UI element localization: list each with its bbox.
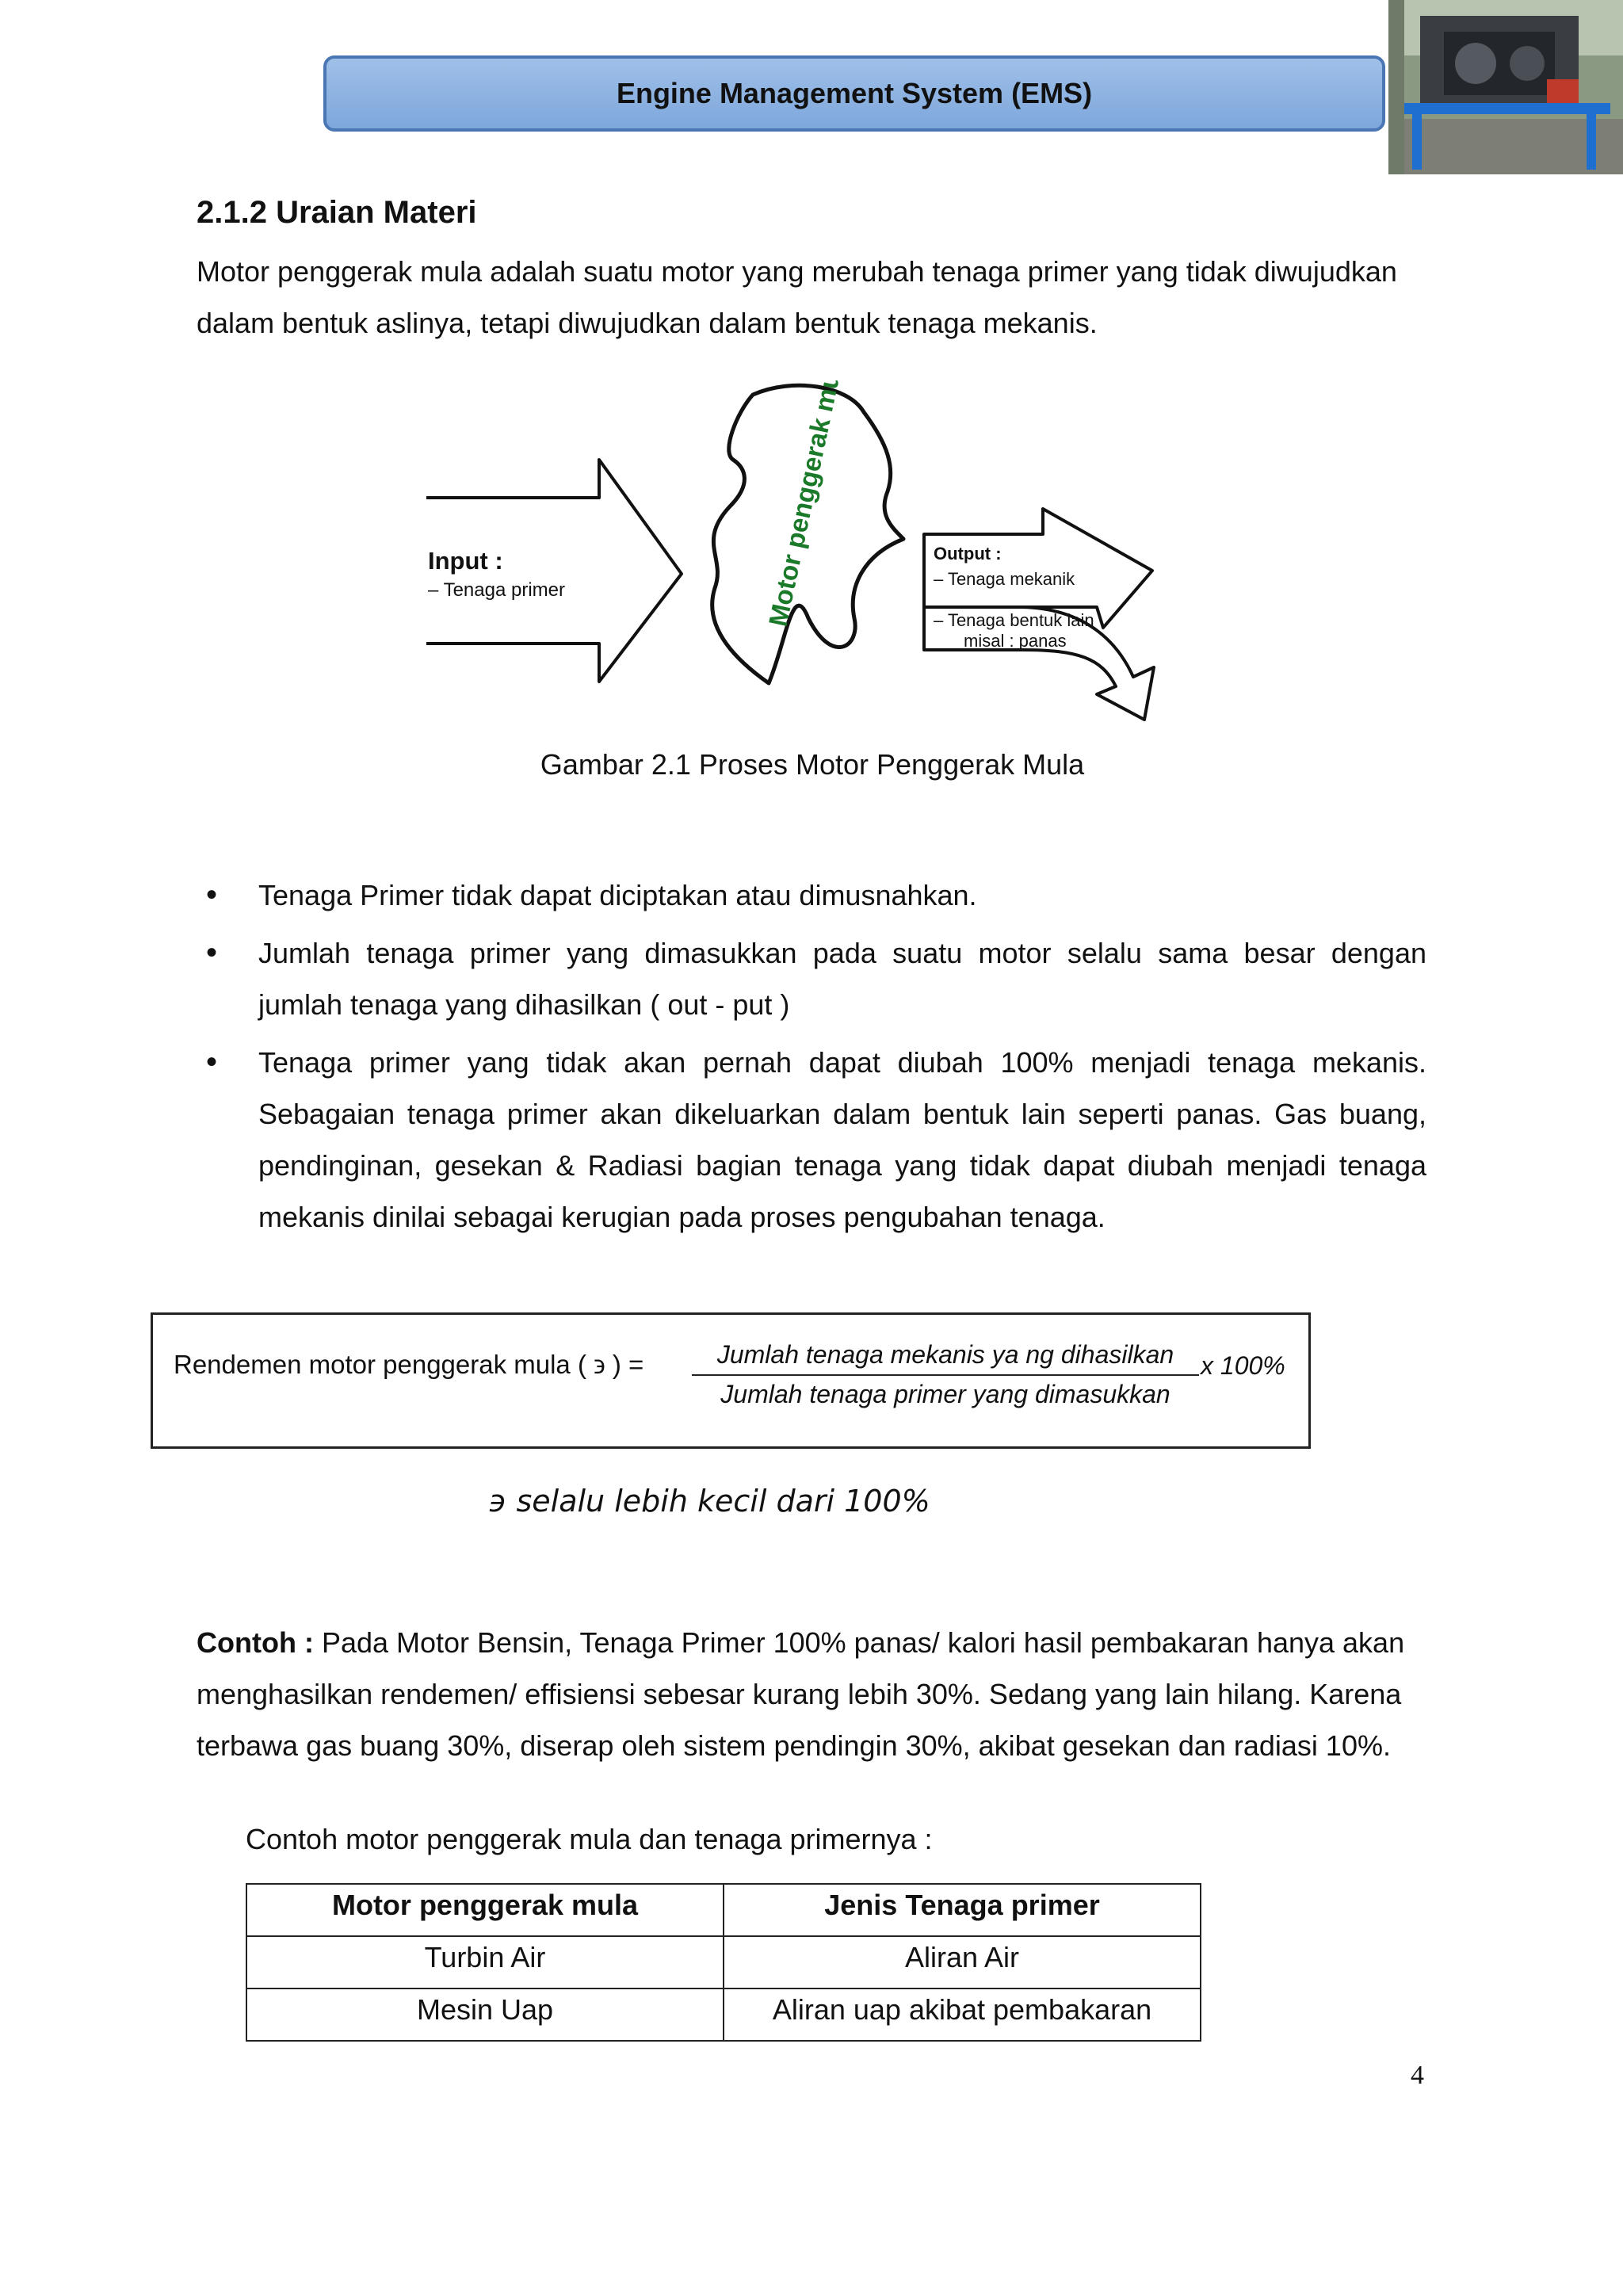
process-figure: [420, 380, 1212, 729]
engine-trainer-photo: [1388, 0, 1623, 174]
example-label: Contoh :: [197, 1626, 314, 1659]
efficiency-note: ϶ selalu lebih kecil dari 100%: [488, 1484, 930, 1519]
formula-denominator: Jumlah tenaga primer yang dimasukkan: [720, 1380, 1170, 1408]
example-text: Pada Motor Bensin, Tenaga Primer 100% panas/ kalori hasil pembakaran hanya akan menghasilkan rendemen/ effisiensi sebesar kurang lebih 30%. Sedang yang lain hilang. Karena terbawa gas buang 30%, diserap oleh sistem pendingin 30%, akibat gesekan dan radiasi 10%.: [197, 1626, 1405, 1762]
page-number: 4: [1411, 2061, 1424, 2090]
table-cell: Mesin Uap: [246, 1988, 724, 2041]
table-header-cell: Jenis Tenaga primer: [724, 1884, 1201, 1936]
header-banner: [323, 55, 1385, 132]
prime-mover-table: [246, 1883, 1201, 2042]
table-row: [246, 1936, 1201, 1988]
table-cell: Aliran Air: [724, 1936, 1201, 1988]
example-paragraph: [197, 1617, 1433, 1771]
output-item-1: – Tenaga mekanik: [934, 569, 1075, 589]
list-item: • Tenaga primer yang tidak akan pernah dapat diubah 100% menjadi tenaga mekanis. Sebagaian tenaga primer akan dikeluarkan dalam bentuk lain seperti panas. Gas buang, pendinginan, gesekan & Radiasi bagian tenaga yang tidak dapat diubah menjadi tenaga mekanis dinilai sebagai kerugian pada proses pengubahan tenaga.: [206, 1037, 1426, 1243]
input-title: Input :: [428, 547, 503, 575]
figure-caption: Gambar 2.1 Proses Motor Penggerak Mula: [540, 748, 1085, 781]
table-header-row: [246, 1884, 1201, 1936]
motor-label: Motor penggerak mula: [762, 380, 850, 629]
formula-box: [151, 1312, 1311, 1449]
section-heading: 2.1.2 Uraian Materi: [197, 195, 477, 230]
table-cell: Aliran uap akibat pembakaran: [724, 1988, 1201, 2041]
input-item: – Tenaga primer: [428, 579, 565, 601]
table-cell: Turbin Air: [246, 1936, 724, 1988]
formula-label: Rendemen motor penggerak mula ( ϶ ) =: [174, 1350, 644, 1379]
header-title: Engine Management System (EMS): [616, 77, 1093, 109]
output-title: Output :: [934, 544, 1002, 563]
table-row: [246, 1988, 1201, 2041]
list-item: • Tenaga Primer tidak dapat diciptakan atau dimusnahkan.: [206, 869, 1426, 921]
intro-paragraph: Motor penggerak mula adalah suatu motor yang merubah tenaga primer yang tidak diwujudkan dalam bentuk aslinya, tetapi diwujudkan dalam bentuk tenaga mekanis.: [197, 255, 1397, 339]
table-intro: Contoh motor penggerak mula dan tenaga primernya :: [246, 1823, 933, 1855]
table-header-cell: Motor penggerak mula: [246, 1884, 724, 1936]
formula-multiplier: x 100%: [1201, 1351, 1285, 1380]
formula-numerator: Jumlah tenaga mekanis ya ng dihasilkan: [692, 1340, 1199, 1376]
bullet-list: [206, 869, 1426, 1249]
list-item: • Jumlah tenaga primer yang dimasukkan pada suatu motor selalu sama besar dengan jumlah tenaga yang dihasilkan ( out - put ): [206, 927, 1426, 1030]
output-item-2-line-1: – Tenaga bentuk lain: [934, 610, 1094, 630]
output-item-2-line-2: misal : panas: [964, 631, 1067, 651]
